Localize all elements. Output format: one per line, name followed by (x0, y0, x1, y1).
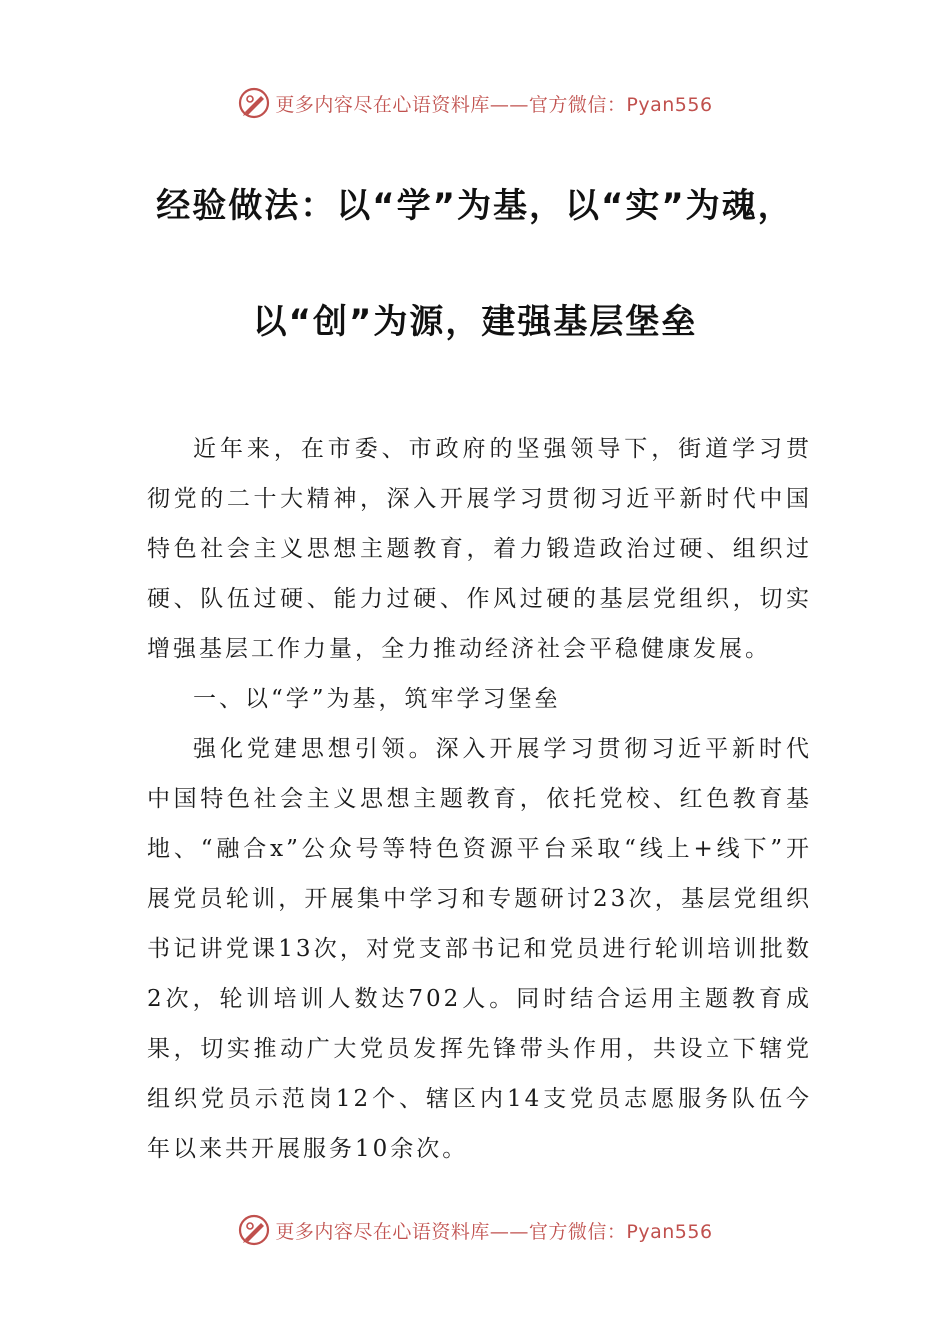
title-line-1: 经验做法：以“学”为基，以“实”为魂， (156, 186, 794, 226)
header-banner (0, 83, 950, 123)
section-heading: 一、以“学”为基，筑牢学习堡垒 (193, 686, 561, 712)
title-line-2: 以“创”为源，建强基层堡垒 (252, 302, 698, 342)
footer-banner (0, 1210, 950, 1250)
pen-logo-icon (237, 1213, 271, 1247)
footer-banner-text: 更多内容尽在心语资料库——官方微信： (275, 1220, 627, 1243)
body-paragraph: 强化党建思想引领。深入开展学习贯彻习近平新时代中国特色社会主义思想主题教育，依托党校、红色教育基地、“融合x”公众号等特色资源平台采取“线上+线下”开展党员轮训，开展集中学习和专题研讨23次，基层党组织书记讲党课13次，对党支部书记和党员进行轮训培训批数2次，轮训培训人数达702人。同时结合运用主题教育成果，切实推动广大党员发挥先锋带头作用，共设立下辖党组织党员示范岗12个、辖区内14支党员志愿服务队伍今年以来共开展服务10余次。 (147, 736, 812, 1162)
intro-paragraph: 近年来，在市委、市政府的坚强领导下，街道学习贯彻党的二十大精神，深入开展学习贯彻习近平新时代中国特色社会主义思想主题教育，着力锻造政治过硬、组织过硬、队伍过硬、能力过硬、作风过硬的基层党组织，切实增强基层工作力量，全力推动经济社会平稳健康发展。 (147, 436, 812, 662)
footer-wechat-id: Pyan556 (626, 1220, 713, 1243)
pen-logo-icon (237, 86, 271, 120)
document-body (147, 424, 812, 1174)
header-banner-text: 更多内容尽在心语资料库——官方微信： (275, 93, 627, 116)
header-wechat-id: Pyan556 (626, 93, 713, 116)
